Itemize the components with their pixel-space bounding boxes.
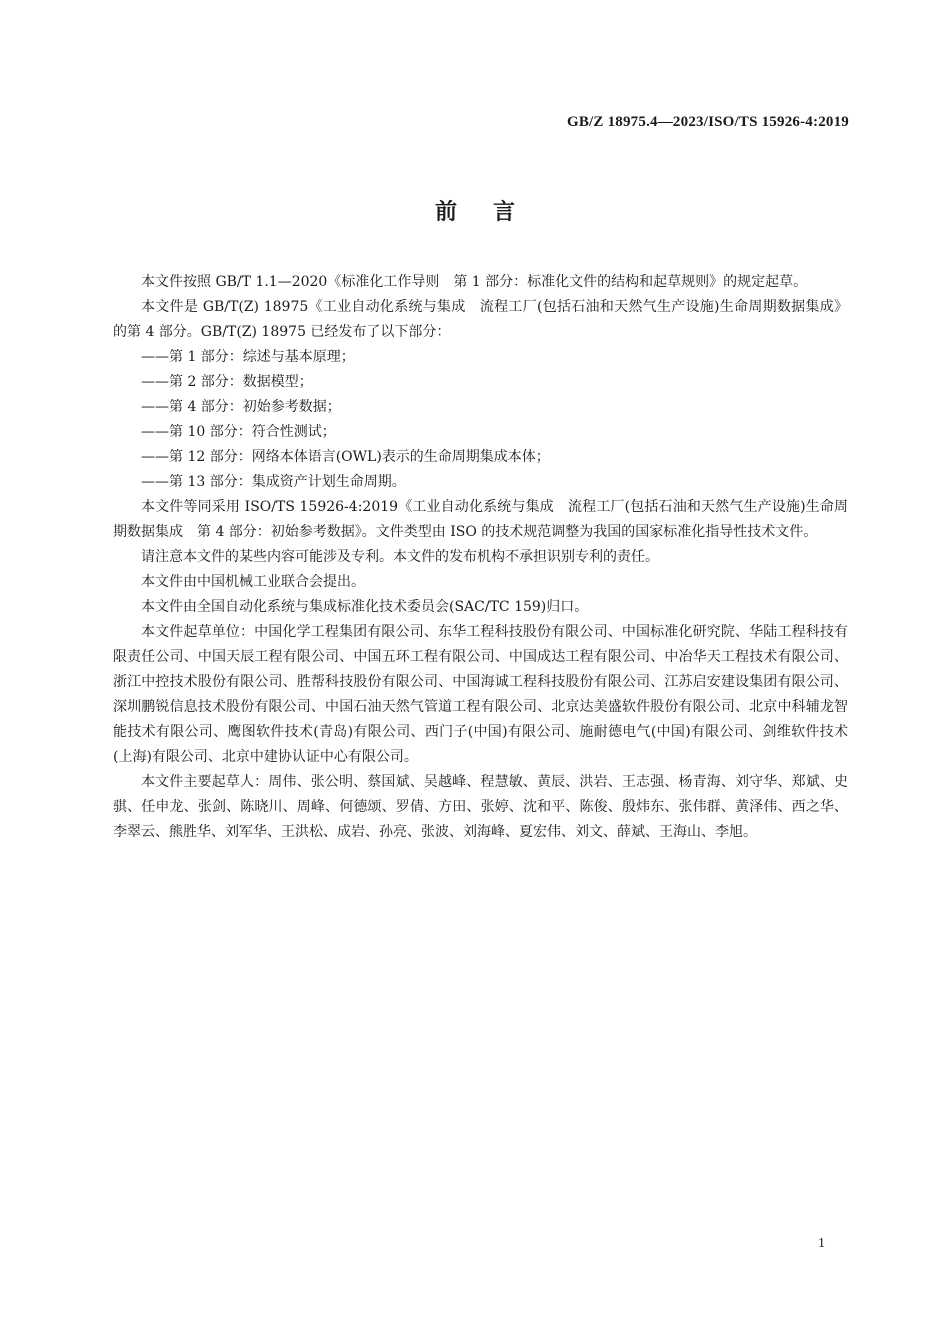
paragraph-administered-by: 本文件由全国自动化系统与集成标准化技术委员会(SAC/TC 159)归口。 <box>141 599 589 615</box>
list-item-part-1: ——第 1 部分：综述与基本原理； <box>141 349 355 365</box>
list-item-part-4: ——第 4 部分：初始参考数据； <box>141 399 341 415</box>
document-code: GB/Z 18975.4—2023/ISO/TS 15926-4:2019 <box>566 114 849 130</box>
paragraph-drafting-rules: 本文件按照 GB/T 1.1—2020《标准化工作导则 第 1 部分：标准化文件的结构和起草规则》的规定起草。 <box>141 274 808 290</box>
list-item-part-2: ——第 2 部分：数据模型； <box>141 374 313 390</box>
page-title: 前言 <box>434 200 551 225</box>
list-item-part-13: ——第 13 部分：集成资产计划生命周期。 <box>141 474 406 490</box>
paragraph-drafters: 本文件主要起草人：周伟、张公明、蔡国斌、吴越峰、程慧敏、黄辰、洪岩、王志强、杨青海、刘守华、郑斌、史骐、任申龙、张剑、陈晓川、周峰、何德颂、罗倩、方田、张婷、沈和平、陈俊、殷炜东、张伟群、黄泽伟、西之华、李翠云、熊胜华、刘军华、王洪松、成岩、孙亮、张波、刘海峰、夏宏伟、刘文、薛斌、王海山、李旭。 <box>113 774 848 840</box>
list-item-part-12: ——第 12 部分：网络本体语言(OWL)表示的生命周期集成本体； <box>141 449 550 465</box>
list-item-part-10: ——第 10 部分：符合性测试； <box>141 424 336 440</box>
paragraph-drafting-units: 本文件起草单位：中国化学工程集团有限公司、东华工程科技股份有限公司、中国标准化研究院、华陆工程科技有限责任公司、中国天辰工程有限公司、中国五环工程有限公司、中国成达工程有限公司、中冶华天工程技术有限公司、浙江中控技术股份有限公司、胜帮科技股份有限公司、中国海诚工程科技股份有限公司、江苏启安建设集团有限公司、深圳鹏锐信息技术股份有限公司、中国石油天然气管道工程有限公司、北京达美盛软件股份有限公司、北京中科辅龙智能技术有限公司、鹰图软件技术(青岛)有限公司、西门子(中国)有限公司、施耐德电气(中国)有限公司、剑维软件技术(上海)有限公司、北京中建协认证中心有限公司。 <box>113 624 848 765</box>
paragraph-proposed-by: 本文件由中国机械工业联合会提出。 <box>141 574 365 590</box>
foreword-body <box>113 270 848 845</box>
page-number: 1 <box>818 1236 825 1251</box>
paragraph-adoption: 本文件等同采用 ISO/TS 15926-4:2019《工业自动化系统与集成 流程工厂(包括石油和天然气生产设施)生命周期数据集成 第 4 部分：初始参考数据》。文件类型由 ISO 的技术规范调整为我国的国家标准化指导性技术文件。 <box>113 499 848 540</box>
paragraph-patent-notice: 请注意本文件的某些内容可能涉及专利。本文件的发布机构不承担识别专利的责任。 <box>141 549 659 565</box>
paragraph-series-intro: 本文件是 GB/T(Z) 18975《工业自动化系统与集成 流程工厂(包括石油和天然气生产设施)生命周期数据集成》的第 4 部分。GB/T(Z) 18975 已经发布了以下部分： <box>113 299 848 340</box>
